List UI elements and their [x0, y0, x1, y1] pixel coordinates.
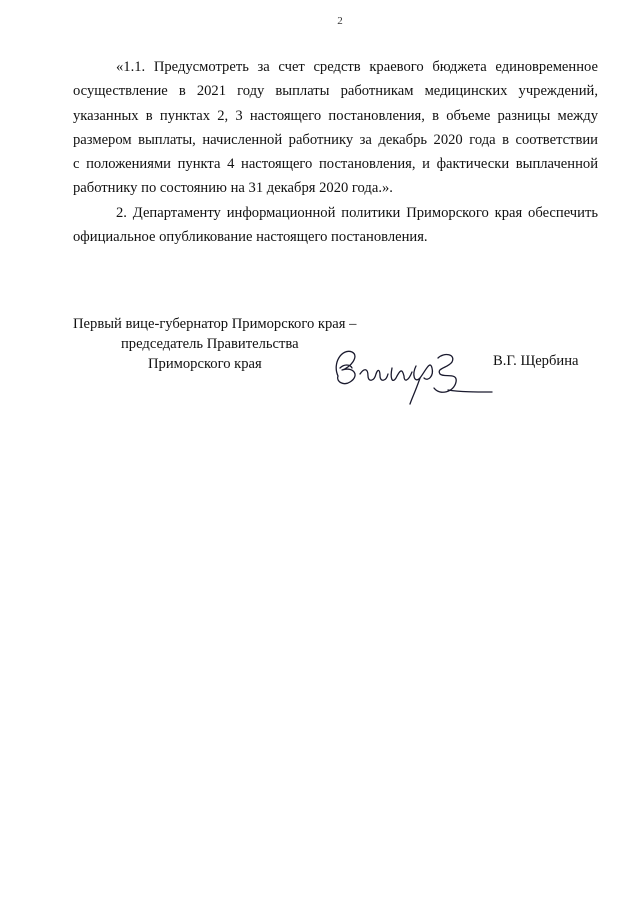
signatory-name: В.Г. Щербина: [493, 353, 579, 369]
paragraph-line: с положениями пункта 4 настоящего постановления, и фактически выплаченной: [73, 156, 598, 173]
signatory-position: [73, 314, 356, 374]
paragraph-line: 2. Департаменту информационной политики Приморского края обеспечить: [116, 204, 598, 221]
paragraph-line: указанных в пунктах 2, 3 настоящего постановления, в объеме разницы между: [73, 107, 598, 124]
paragraph-line: работнику по состоянию на 31 декабря 2020 года.».: [73, 180, 393, 197]
position-line: Первый вице-губернатор Приморского края –: [73, 316, 357, 332]
handwritten-signature: [320, 338, 500, 408]
paragraph-line: размером выплаты, начисленной работнику за декабрь 2020 года в соответствии: [73, 131, 598, 148]
position-line: Приморского края: [148, 356, 262, 372]
page-number: 2: [337, 15, 343, 27]
paragraph-line: осуществление в 2021 году выплаты работникам медицинских учреждений,: [73, 83, 598, 100]
paragraph-2: [73, 201, 598, 250]
position-line: председатель Правительства: [121, 336, 299, 352]
paragraph-line: официальное опубликование настоящего постановления.: [73, 229, 428, 246]
paragraph-line: «1.1. Предусмотреть за счет средств краевого бюджета единовременное: [116, 59, 598, 75]
document-body: [73, 55, 598, 249]
paragraph-1-1: [73, 55, 598, 201]
